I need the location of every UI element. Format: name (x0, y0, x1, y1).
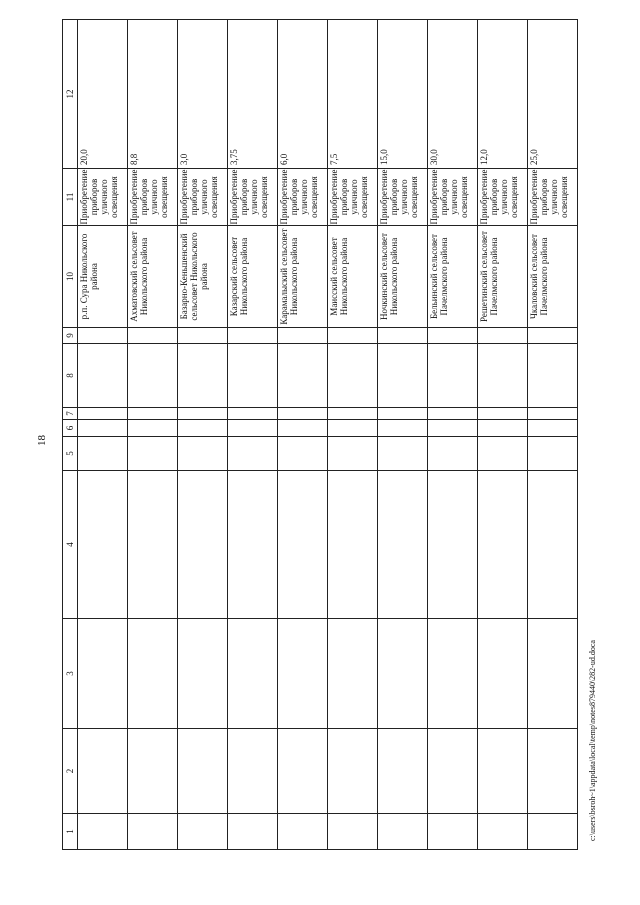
purpose-cell: Приобретение приборов уличного освещения (78, 169, 128, 226)
table-cell (328, 420, 378, 437)
table-cell (128, 619, 178, 729)
purpose-cell: Приобретение приборов уличного освещения (478, 169, 528, 226)
table-row (428, 20, 478, 850)
purpose-cell: Приобретение приборов уличного освещения (278, 169, 328, 226)
table-cell (278, 328, 328, 344)
table-cell (178, 814, 228, 850)
purpose-cell: Приобретение приборов уличного освещения (428, 169, 478, 226)
table-row (228, 20, 278, 850)
recipient-cell: Ночкинский сельсовет Никольского района (378, 226, 428, 328)
table-cell (428, 420, 478, 437)
table-cell (278, 420, 328, 437)
table-row (128, 20, 178, 850)
table-cell (378, 729, 428, 814)
purpose-cell: Приобретение приборов уличного освещения (528, 169, 578, 226)
column-header: 10 (63, 226, 78, 328)
table-cell (378, 408, 428, 420)
table-cell (378, 420, 428, 437)
table-cell (128, 814, 178, 850)
table-cell (478, 344, 528, 408)
table-cell (478, 619, 528, 729)
table-cell (228, 729, 278, 814)
recipient-cell: Ахматовский сельсовет Никольского района (128, 226, 178, 328)
table-cell (278, 437, 328, 471)
table-cell (178, 408, 228, 420)
table-cell (328, 619, 378, 729)
table-cell (528, 328, 578, 344)
table-cell (78, 729, 128, 814)
table-cell (278, 729, 328, 814)
table-cell (228, 619, 278, 729)
table-row (328, 20, 378, 850)
column-header: 6 (63, 420, 78, 437)
table-cell (478, 729, 528, 814)
column-header: 12 (63, 20, 78, 169)
amount-cell: 25,0 (528, 20, 578, 169)
amount-cell: 8,8 (128, 20, 178, 169)
table-cell (328, 408, 378, 420)
table-cell (228, 437, 278, 471)
table-cell (178, 420, 228, 437)
table-cell (278, 471, 328, 619)
table-cell (528, 619, 578, 729)
table-row (378, 20, 428, 850)
table-cell (478, 814, 528, 850)
table-cell (378, 814, 428, 850)
table-cell (278, 344, 328, 408)
table-cell (428, 729, 478, 814)
table-cell (478, 437, 528, 471)
purpose-cell: Приобретение приборов уличного освещения (128, 169, 178, 226)
table-cell (428, 328, 478, 344)
table-cell (178, 328, 228, 344)
column-header: 7 (63, 408, 78, 420)
table-cell (178, 437, 228, 471)
table-header-row (63, 20, 78, 850)
table-cell (128, 437, 178, 471)
table-cell (328, 328, 378, 344)
purpose-cell: Приобретение приборов уличного освещения (328, 169, 378, 226)
table-cell (78, 437, 128, 471)
table-cell (228, 471, 278, 619)
purpose-cell: Приобретение приборов уличного освещения (228, 169, 278, 226)
table-cell (528, 437, 578, 471)
column-header: 8 (63, 344, 78, 408)
column-header: 1 (63, 814, 78, 850)
amount-cell: 30,0 (428, 20, 478, 169)
table-cell (478, 408, 528, 420)
table-cell (178, 344, 228, 408)
table-cell (528, 729, 578, 814)
column-header: 11 (63, 169, 78, 226)
recipient-cell: Казарский сельсовет Никольского района (228, 226, 278, 328)
table-cell (378, 437, 428, 471)
file-path-footer: c:\users\bsroh~1\appdata\local\temp\notes879440\282-ud.doca (588, 640, 597, 841)
table-cell (378, 328, 428, 344)
recipient-cell: Карамалыский сельсовет Никольского района (278, 226, 328, 328)
recipient-cell: Маисский сельсовет Никольского района (328, 226, 378, 328)
table-cell (78, 344, 128, 408)
column-header: 9 (63, 328, 78, 344)
recipient-cell: Чкаловский сельсовет Пачелмского района (528, 226, 578, 328)
table-cell (278, 814, 328, 850)
table-cell (378, 344, 428, 408)
table-cell (428, 814, 478, 850)
table-cell (328, 729, 378, 814)
table-cell (278, 408, 328, 420)
table-row (78, 20, 128, 850)
table-cell (178, 619, 228, 729)
purpose-cell: Приобретение приборов уличного освещения (378, 169, 428, 226)
table-cell (428, 344, 478, 408)
table-cell (178, 471, 228, 619)
table-row (178, 20, 228, 850)
table-cell (328, 344, 378, 408)
table-cell (128, 344, 178, 408)
table-cell (378, 619, 428, 729)
table-cell (428, 437, 478, 471)
table-cell (328, 437, 378, 471)
recipient-cell: Бельинский сельсовет Пачелмского района (428, 226, 478, 328)
table-cell (528, 814, 578, 850)
column-header: 3 (63, 619, 78, 729)
table-cell (78, 408, 128, 420)
table-cell (478, 328, 528, 344)
amount-cell: 6,0 (278, 20, 328, 169)
table-cell (428, 408, 478, 420)
amount-cell: 12,0 (478, 20, 528, 169)
table-row (528, 20, 578, 850)
table-cell (128, 420, 178, 437)
table-cell (428, 471, 478, 619)
table-cell (278, 619, 328, 729)
table-cell (528, 408, 578, 420)
table-cell (478, 420, 528, 437)
table-cell (228, 408, 278, 420)
table-cell (78, 328, 128, 344)
purpose-cell: Приобретение приборов уличного освещения (178, 169, 228, 226)
amount-cell: 3,75 (228, 20, 278, 169)
column-header: 4 (63, 471, 78, 619)
table-cell (328, 814, 378, 850)
table-cell (128, 328, 178, 344)
table-cell (478, 471, 528, 619)
table-cell (528, 420, 578, 437)
table-cell (128, 729, 178, 814)
table-cell (228, 344, 278, 408)
amount-cell: 3,0 (178, 20, 228, 169)
table-cell (228, 420, 278, 437)
table-row (278, 20, 328, 850)
recipient-cell: Решетинский сельсовет Пачелмского района (478, 226, 528, 328)
page-number: 18 (36, 435, 48, 446)
table-row (478, 20, 528, 850)
funding-table (62, 19, 578, 850)
table-cell (178, 729, 228, 814)
column-header: 5 (63, 437, 78, 471)
table-cell (528, 471, 578, 619)
recipient-cell: р.п. Сура Никольского района (78, 226, 128, 328)
table-cell (328, 471, 378, 619)
funding-table-container (62, 20, 569, 850)
column-header: 2 (63, 729, 78, 814)
table-cell (228, 328, 278, 344)
amount-cell: 20,0 (78, 20, 128, 169)
table-cell (228, 814, 278, 850)
table-cell (428, 619, 478, 729)
amount-cell: 7,5 (328, 20, 378, 169)
table-cell (78, 619, 128, 729)
table-cell (78, 471, 128, 619)
table-cell (128, 471, 178, 619)
table-cell (378, 471, 428, 619)
table-cell (528, 344, 578, 408)
amount-cell: 15,0 (378, 20, 428, 169)
table-cell (78, 814, 128, 850)
table-cell (78, 420, 128, 437)
table-cell (128, 408, 178, 420)
recipient-cell: Базарно-Кеньшенский сельсовет Никольского района (178, 226, 228, 328)
